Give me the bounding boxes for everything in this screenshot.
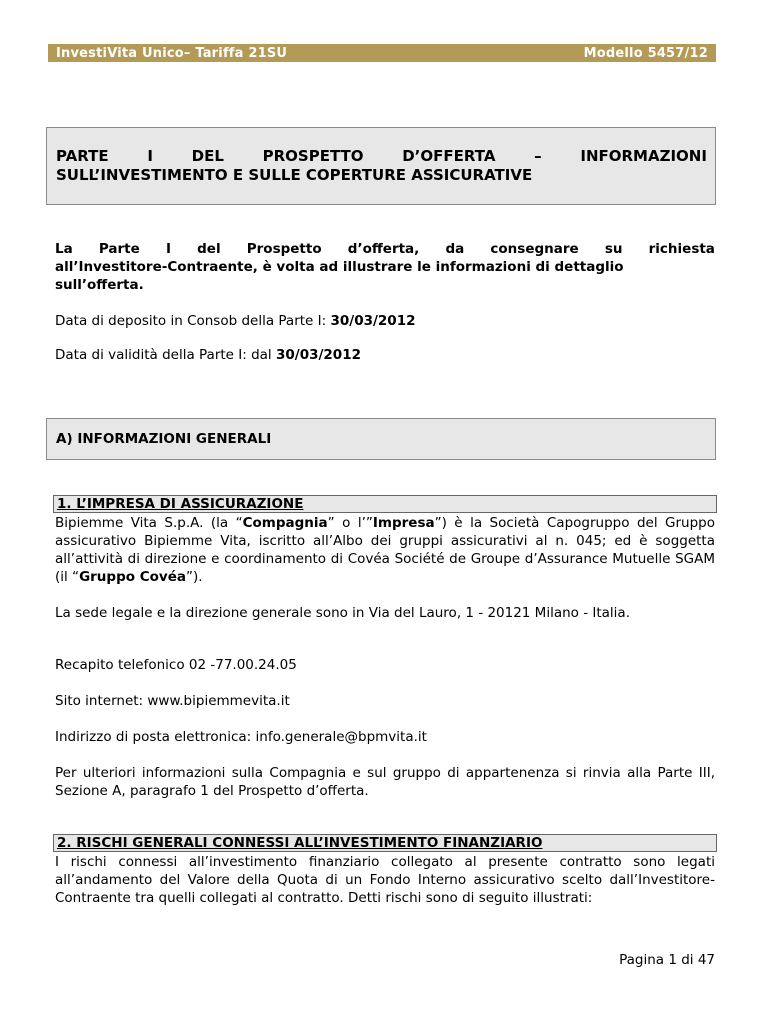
website: Sito internet: www.bipiemmevita.it <box>55 693 290 709</box>
page-number: Pagina 1 di 47 <box>619 952 715 968</box>
section-1-paragraph-1: Bipiemme Vita S.p.A. (la “Compagnia” o l’”Impresa”) è la Società Capogruppo del Gruppo assicurativo Bipiemme Vita, iscritto all’Albo dei gruppi assicurativi al n. 045; ed è soggetta all’attività di direzione e coordinamento di Covéa Société de Groupe d’Assurance Mutuelle SGAM (il “Gruppo Covéa”). <box>55 515 715 585</box>
document-header <box>48 44 716 62</box>
email-address: Indirizzo di posta elettronica: info.generale@bpmvita.it <box>55 729 427 745</box>
section-2-paragraph: I rischi connessi all’investimento finanziario collegato al presente contratto sono legati all’andamento del Valore della Quota di un Fondo Interno assicurativo scelto dall’Investitore-Contraente tra quelli collegati al contratto. Detti rischi sono di seguito illustrati: <box>55 854 715 906</box>
deposit-date: Data di deposito in Consob della Parte I: 30/03/2012 <box>55 313 416 329</box>
phone-number: Recapito telefonico 02 -77.00.24.05 <box>55 657 297 673</box>
title-line-1: PARTE I DEL PROSPETTO D’OFFERTA – INFORMAZIONI <box>56 147 707 165</box>
section-1-address: La sede legale e la direzione generale sono in Via del Lauro, 1 - 20121 Milano - Italia. <box>55 605 630 621</box>
section-2-heading: 2. RISCHI GENERALI CONNESSI ALL’INVESTIMENTO FINANZIARIO <box>53 834 717 852</box>
intro-paragraph: La Parte I del Prospetto d’offerta, da consegnare su richiesta all’Investitore-Contraente, è volta ad illustrare le informazioni di dettaglio sull’offerta. <box>55 241 715 293</box>
document-title <box>46 127 716 205</box>
validity-date: Data di validità della Parte I: dal 30/03/2012 <box>55 347 361 363</box>
section-1-paragraph-3: Per ulteriori informazioni sulla Compagnia e sul gruppo di appartenenza si rinvia alla Parte III, Sezione A, paragrafo 1 del Prospetto d’offerta. <box>55 765 715 799</box>
section-1-heading: 1. L’IMPRESA DI ASSICURAZIONE <box>53 495 717 513</box>
section-a-heading: A) INFORMAZIONI GENERALI <box>46 418 716 460</box>
model-number: Modello 5457/12 <box>583 45 708 61</box>
product-name: InvestiVita Unico– Tariffa 21SU <box>56 45 288 61</box>
title-line-2: SULL’INVESTIMENTO E SULLE COPERTURE ASSICURATIVE <box>56 166 533 184</box>
